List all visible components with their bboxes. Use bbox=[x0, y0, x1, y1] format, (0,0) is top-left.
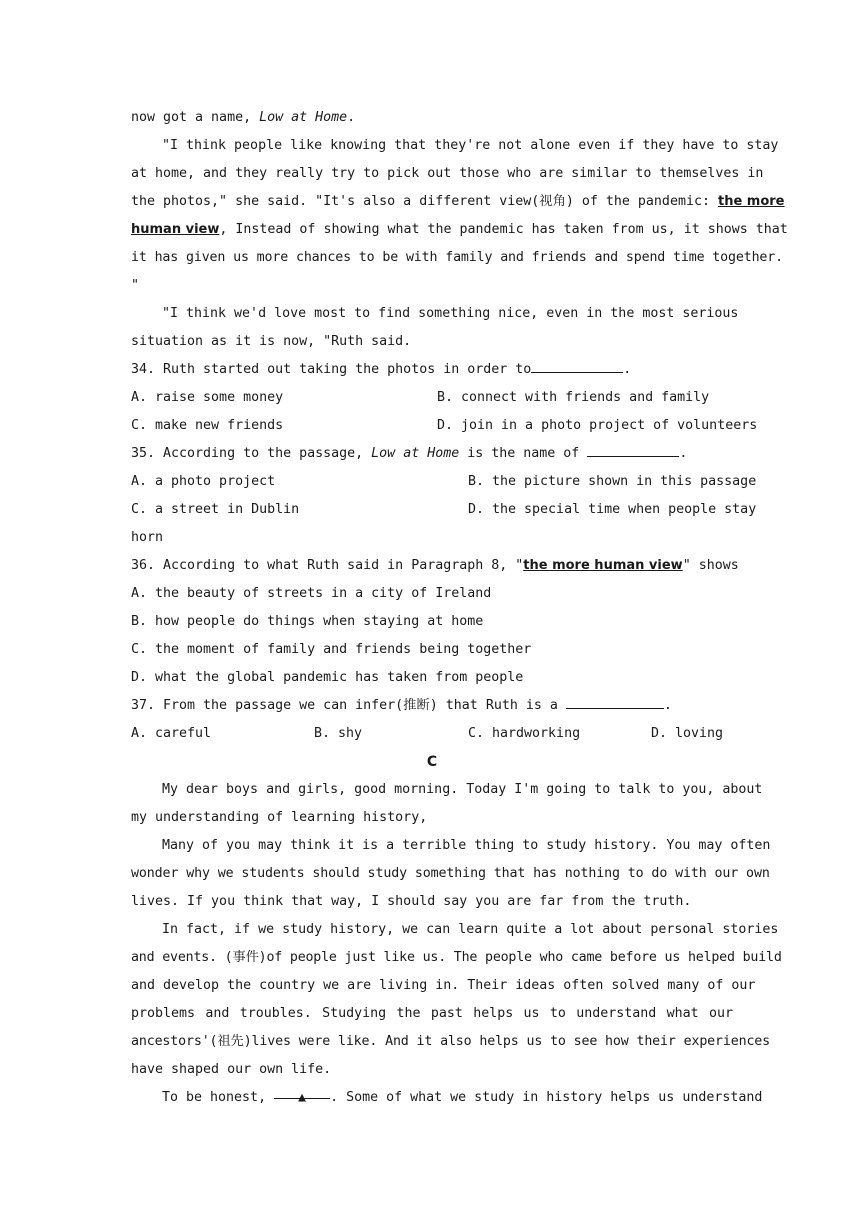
paragraph-line bbox=[131, 188, 785, 216]
paragraph-line: at home, and they really try to pick out those who are similar to themselves in bbox=[131, 166, 764, 181]
text: . bbox=[623, 362, 632, 377]
triangle-marker-icon: ▲ bbox=[298, 1090, 306, 1105]
answer-blank bbox=[531, 358, 623, 373]
option-c: C. a street in Dublin bbox=[131, 502, 300, 517]
underlined-phrase: the more bbox=[717, 194, 785, 209]
text: now got a name, bbox=[131, 110, 260, 125]
paragraph-line: and develop the country we are living in. Their ideas often solved many of our bbox=[131, 978, 756, 993]
option-a: A. raise some money bbox=[131, 390, 284, 405]
text: the photos," she said. "It's also a different view(视角) of the pandemic: bbox=[131, 194, 718, 209]
option-d: D. loving bbox=[651, 726, 724, 741]
option-a: A. careful bbox=[131, 726, 212, 741]
option-d-continued: horn bbox=[131, 530, 164, 545]
paragraph-line: My dear boys and girls, good morning. Today I'm going to talk to you, about bbox=[162, 782, 763, 797]
question-37-options-row bbox=[131, 720, 733, 748]
section-heading: C bbox=[426, 754, 438, 770]
question-34-options-row bbox=[131, 384, 733, 412]
text: . bbox=[679, 446, 688, 461]
option-b: B. connect with friends and family bbox=[437, 390, 710, 405]
text: . bbox=[663, 698, 672, 713]
text: To be honest, bbox=[162, 1090, 275, 1105]
paragraph-line: Many of you may think it is a terrible thing to study history. You may often bbox=[162, 838, 771, 853]
question-34-options-row bbox=[131, 412, 758, 440]
answer-blank bbox=[274, 1084, 330, 1105]
answer-blank bbox=[566, 694, 664, 709]
paragraph-line: have shaped our own life. bbox=[131, 1062, 332, 1077]
paragraph-line: my understanding of learning history, bbox=[131, 810, 428, 825]
text: " shows bbox=[682, 558, 739, 573]
text: 35. According to the passage, bbox=[131, 446, 372, 461]
paragraph-line: "I think people like knowing that they're not alone even if they have to stay bbox=[162, 138, 779, 153]
answer-blank bbox=[587, 442, 679, 457]
paragraph-line: wonder why we students should study something that has nothing to do with our own bbox=[131, 866, 770, 881]
option-d: D. join in a photo project of volunteers bbox=[437, 418, 758, 433]
option-c: C. the moment of family and friends being together bbox=[131, 642, 532, 657]
underlined-phrase: human view bbox=[131, 222, 220, 237]
paragraph-line: "I think we'd love most to find something nice, even in the most serious bbox=[162, 306, 739, 321]
question-36-stem bbox=[131, 552, 739, 580]
italic-title: Low at Home bbox=[371, 446, 460, 461]
question-35-stem bbox=[131, 440, 733, 468]
text: 36. According to what Ruth said in Paragraph 8, " bbox=[131, 558, 524, 573]
paragraph-line: In fact, if we study history, we can learn quite a lot about personal stories bbox=[162, 922, 779, 937]
text: 34. Ruth started out taking the photos in order to bbox=[131, 362, 532, 377]
text: is the name of bbox=[459, 446, 588, 461]
question-34-stem bbox=[131, 356, 733, 384]
option-a: A. the beauty of streets in a city of Ireland bbox=[131, 586, 492, 601]
text: 37. From the passage we can infer(推断) that Ruth is a bbox=[131, 698, 566, 713]
paragraph-line: and events. (事件)of people just like us. The people who came before us helped build bbox=[131, 950, 782, 965]
text: . bbox=[347, 110, 356, 125]
italic-title: Low at Home bbox=[259, 110, 348, 125]
question-35-options-row bbox=[131, 468, 757, 496]
option-c: C. make new friends bbox=[131, 418, 284, 433]
option-b: B. shy bbox=[314, 726, 363, 741]
paragraph-line bbox=[131, 216, 788, 244]
option-a: A. a photo project bbox=[131, 474, 276, 489]
paragraph-line: " bbox=[131, 278, 140, 293]
paragraph-line: situation as it is now, "Ruth said. bbox=[131, 334, 412, 349]
question-37-stem bbox=[131, 692, 733, 720]
option-d: D. the special time when people stay bbox=[468, 502, 757, 517]
option-c: C. hardworking bbox=[468, 726, 581, 741]
text: . Some of what we study in history helps us understand bbox=[330, 1090, 763, 1105]
paragraph-line: problems and troubles. Studying the past helps us to understand what our bbox=[131, 1006, 733, 1021]
underlined-phrase: the more human view bbox=[523, 558, 683, 573]
option-d: D. what the global pandemic has taken from people bbox=[131, 670, 524, 685]
paragraph-line: lives. If you think that way, I should say you are far from the truth. bbox=[131, 894, 692, 909]
paragraph-line bbox=[131, 1084, 763, 1112]
document-page bbox=[131, 104, 788, 1112]
paragraph-line: ancestors'(祖先)lives were like. And it also helps us to see how their experiences bbox=[131, 1034, 771, 1049]
option-b: B. the picture shown in this passage bbox=[468, 474, 757, 489]
question-35-options-row bbox=[131, 496, 757, 524]
text: , Instead of showing what the pandemic has taken from us, it shows that bbox=[219, 222, 788, 237]
paragraph-line bbox=[131, 104, 733, 132]
paragraph-line: it has given us more chances to be with family and friends and spend time together. bbox=[131, 250, 783, 265]
option-b: B. how people do things when staying at home bbox=[131, 614, 484, 629]
